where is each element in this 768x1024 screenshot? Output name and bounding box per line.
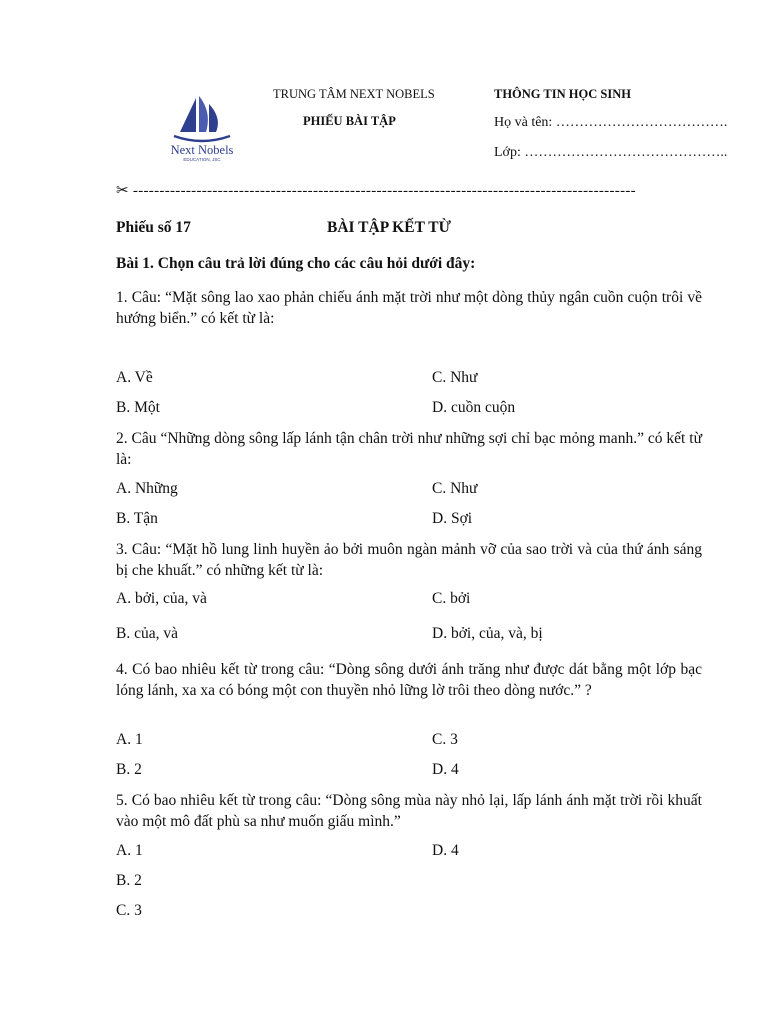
center-subtitle: PHIẾU BÀI TẬP [303, 114, 396, 128]
question-3-option-a: A. bởi, của, và [116, 590, 207, 607]
question-4-option-d: D. 4 [432, 761, 459, 778]
question-5-option-a: A. 1 [116, 842, 143, 859]
question-2-option-c: C. Như [432, 480, 478, 497]
center-title: TRUNG TÂM NEXT NOBELS [273, 87, 435, 101]
student-name-field: Họ và tên: ………………………………. [494, 115, 728, 130]
sailboat-icon [166, 92, 238, 162]
question-1-option-a: A. Về [116, 369, 153, 386]
question-5-option-b: B. 2 [116, 872, 142, 889]
question-4-option-a: A. 1 [116, 731, 143, 748]
question-3-option-d: D. bởi, của, và, bị [432, 625, 543, 642]
question-1-text: 1. Câu: “Mặt sông lao xao phản chiếu ánh mặt trời như một dòng thủy ngân cuồn cuộn trôi về hướng biển.” có kết từ là: [116, 289, 702, 327]
question-1-option-b: B. Một [116, 399, 160, 416]
question-2-text: 2. Câu “Những dòng sông lấp lánh tận chân trời như những sợi chỉ bạc mỏng manh.” có kết từ là: [116, 430, 702, 468]
question-3-text: 3. Câu: “Mặt hồ lung linh huyền ảo bởi muôn ngàn mảnh vỡ của sao trời và của thứ ánh sáng bị che khuất.” có những kết từ là: [116, 541, 702, 579]
question-3-option-c: C. bởi [432, 590, 471, 607]
question-4-option-b: B. 2 [116, 761, 142, 778]
question-5-option-c: C. 3 [116, 902, 142, 919]
exercise-heading: Bài 1. Chọn câu trả lời đúng cho các câu hỏi dưới đây: [116, 255, 476, 272]
question-2-option-d: D. Sợi [432, 510, 473, 527]
question-2-option-b: B. Tận [116, 510, 158, 527]
worksheet-number: Phiếu số 17 [116, 219, 191, 236]
question-1-option-d: D. cuồn cuộn [432, 399, 516, 416]
question-5-option-d: D. 4 [432, 842, 459, 859]
svg-text:Next Nobels: Next Nobels [170, 143, 234, 157]
question-4-option-c: C. 3 [432, 731, 458, 748]
question-1-option-c: C. Như [432, 369, 478, 386]
student-class-field: Lớp: …………………………………….. [494, 145, 728, 160]
cut-line: ✂ ----------------------------------------------------------------------------------------------- [116, 183, 636, 199]
question-5-text: 5. Có bao nhiêu kết từ trong câu: “Dòng sông mùa này nhỏ lại, lấp lánh ánh mặt trời rồi khuất vào một mô đất phù sa như muốn giấu mình.” [116, 792, 702, 830]
question-3-option-b: B. của, và [116, 625, 178, 642]
svg-text:EDUCATION, JSC: EDUCATION, JSC [183, 157, 221, 162]
next-nobels-logo [166, 92, 238, 162]
worksheet-title: BÀI TẬP KẾT TỪ [327, 219, 451, 236]
student-info-title: THÔNG TIN HỌC SINH [494, 87, 631, 101]
question-4-text: 4. Có bao nhiêu kết từ trong câu: “Dòng sông dưới ánh trăng như được dát bằng một lớp bạc lóng lánh, xa xa có bóng một con thuyền nhỏ lững lờ trôi theo dòng nước.” ? [116, 661, 702, 699]
question-2-option-a: A. Những [116, 480, 178, 497]
